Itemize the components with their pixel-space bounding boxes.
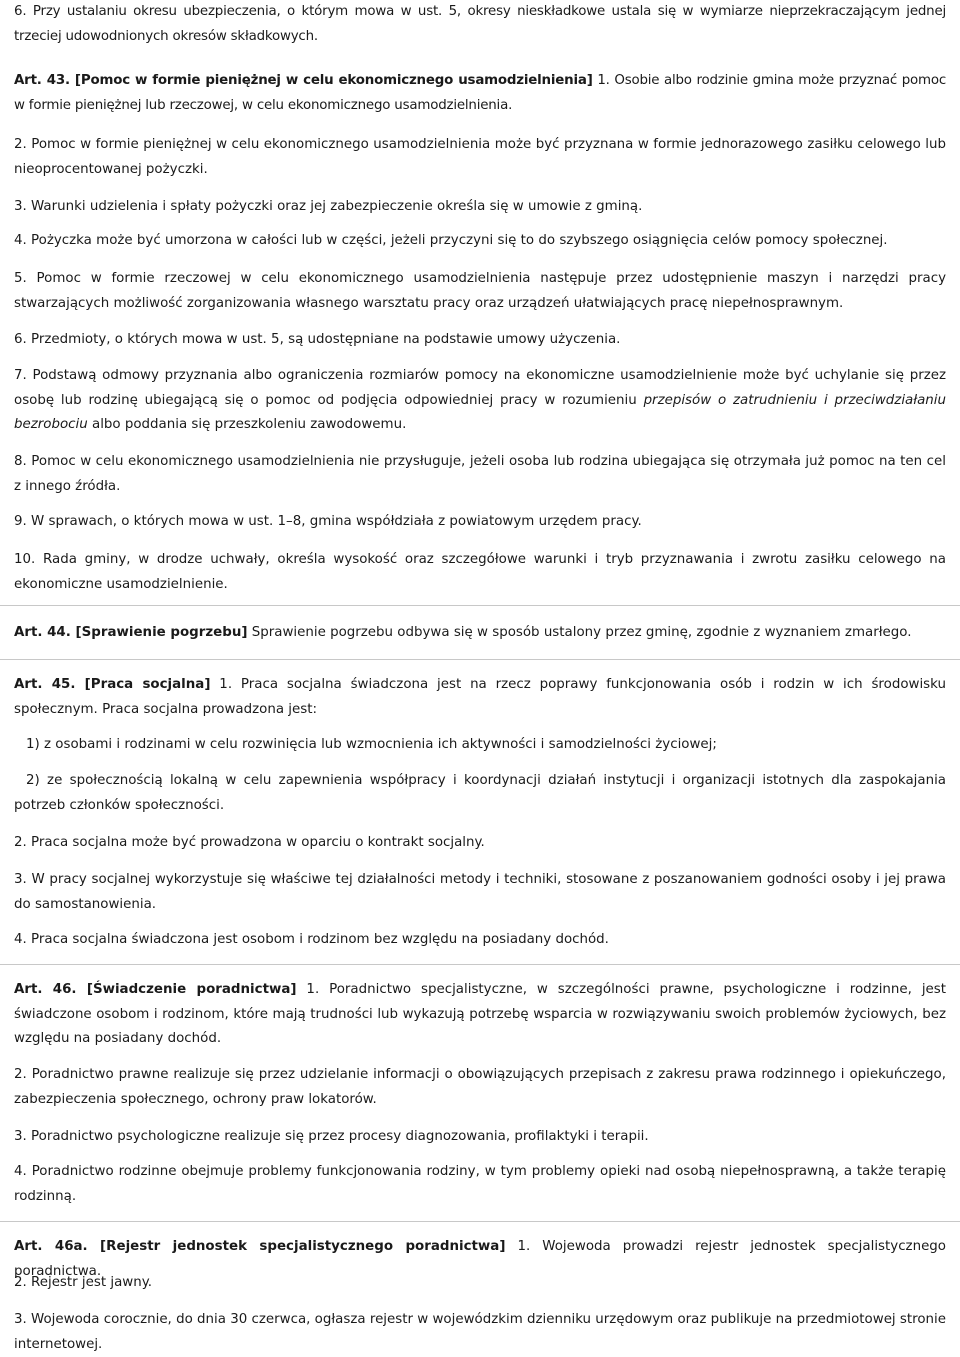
art43-p1: Art. 43. [Pomoc w formie pieniężnej w celu ekonomicznego usamodzielnienia] 1. Osobie albo rodzinie gmina może przyznać pomoc w formie pieniężnej lub rzeczowej, w celu ekonomicznego usamodzielnienia. — [14, 73, 946, 113]
art46a-heading: Art. 46a. [Rejestr jednostek specjalistycznego poradnictwa] — [14, 1239, 506, 1254]
art45-heading: Art. 45. [Praca socjalna] — [14, 677, 211, 692]
paragraph-s6: 6. Przy ustalaniu okresu ubezpieczenia, o którym mowa w ust. 5, okresy nieskładkowe ustala się w wymiarze nieprzekraczającym jednej trzeciej udowodnionych okresów składkowych. — [14, 4, 946, 44]
art45-p1: Art. 45. [Praca socjalna] 1. Praca socjalna świadczona jest na rzecz poprawy funkcjonowania osób i rodzin w ich środowisku społecznym. Praca socjalna prowadzona jest: — [14, 677, 946, 717]
art43-p2: 2. Pomoc w formie pieniężnej w celu ekonomicznego usamodzielnienia może być przyznana w formie jednorazowego zasiłku celowego lub nieoprocentowanej pożyczki. — [14, 137, 946, 177]
art43-p6: 6. Przedmioty, o których mowa w ust. 5, są udostępniane na podstawie umowy użyczenia. — [14, 332, 621, 347]
art43-p9: 9. W sprawach, o których mowa w ust. 1–8, gmina współdziała z powiatowym urzędem pracy. — [14, 514, 642, 529]
art46-p4: 4. Poradnictwo rodzinne obejmuje problemy funkcjonowania rodziny, w tym problemy opieki nad osobą niepełnosprawną, a także terapię rodzinną. — [14, 1164, 946, 1204]
art43-p7: 7. Podstawą odmowy przyznania albo ograniczenia rozmiarów pomocy na ekonomiczne usamodzielnienie może być uchylanie się przez osobę lub rodzinę ubiegającą się o pomoc od podjęcia odpowiedniej pracy w rozumieniu przepisów o zatrudnieniu i przeciwdziałaniu bezrobociu albo poddania się przeszkoleniu zawodowemu. — [14, 368, 946, 432]
separator — [0, 659, 960, 660]
art46-p2: 2. Poradnictwo prawne realizuje się przez udzielanie informacji o obowiązujących przepisach z zakresu prawa rodzinnego i opiekuńczego, zabezpieczenia społecznego, ochrony praw lokatorów. — [14, 1067, 946, 1107]
art43-p8: 8. Pomoc w celu ekonomicznego usamodzielnienia nie przysługuje, jeżeli osoba lub rodzina ubiegająca się otrzymała już pomoc na ten cel z innego źródła. — [14, 454, 946, 494]
art45-item2: 2) ze społecznością lokalną w celu zapewnienia współpracy i koordynacji działań instytucji i organizacji istotnych dla zaspokajania potrzeb członków społeczności. — [14, 773, 946, 813]
art45-p4: 4. Praca socjalna świadczona jest osobom i rodzinom bez względu na posiadany dochód. — [14, 932, 609, 947]
statute-reference: przepisów o zatrudnieniu i przeciwdziałaniu bezrobociu — [14, 392, 946, 432]
art46a-p1: Art. 46a. [Rejestr jednostek specjalistycznego poradnictwa] 1. Wojewoda prowadzi rejestr jednostek specjalistycznego poradnictwa. — [14, 1239, 947, 1279]
art45-item1: 1) z osobami i rodzinami w celu rozwinięcia lub wzmocnienia ich aktywności i samodzielności życiowej; — [26, 737, 717, 752]
art46-heading: Art. 46. [Świadczenie poradnictwa] — [14, 982, 297, 997]
separator — [0, 605, 960, 606]
art46-p1: Art. 46. [Świadczenie poradnictwa] 1. Poradnictwo specjalistyczne, w szczególności prawne, psychologiczne i rodzinne, jest świadczone osobom i rodzinom, które mają trudności lub wykazują potrzebę wsparcia w rozwiązywaniu swoich problemów życiowych, bez względu na posiadany dochód. — [14, 982, 947, 1046]
art44-heading: Art. 44. [Sprawienie pogrzebu] — [14, 625, 248, 640]
art43-heading: Art. 43. [Pomoc w formie pieniężnej w celu ekonomicznego usamodzielnienia] — [14, 73, 593, 88]
art45-p3: 3. W pracy socjalnej wykorzystuje się właściwe tej działalności metody i techniki, stosowane z poszanowaniem godności osoby i jej prawa do samostanowienia. — [14, 872, 946, 912]
art46a-p3: 3. Wojewoda corocznie, do dnia 30 czerwca, ogłasza rejestr w wojewódzkim dzienniku urzędowym oraz publikuje na przedmiotowej stronie internetowej. — [14, 1312, 946, 1352]
separator — [0, 964, 960, 965]
art44-text: Art. 44. [Sprawienie pogrzebu] Sprawienie pogrzebu odbywa się w sposób ustalony przez gminę, zgodnie z wyznaniem zmarłego. — [14, 625, 912, 640]
art46-p3: 3. Poradnictwo psychologiczne realizuje się przez procesy diagnozowania, profilaktyki i terapii. — [14, 1129, 649, 1144]
art43-p4: 4. Pożyczka może być umorzona w całości lub w części, jeżeli przyczyni się to do szybszego osiągnięcia celów pomocy społecznej. — [14, 233, 888, 248]
art43-p3: 3. Warunki udzielenia i spłaty pożyczki oraz jej zabezpieczenie określa się w umowie z gminą. — [14, 199, 643, 214]
art43-p10: 10. Rada gminy, w drodze uchwały, określa wysokość oraz szczegółowe warunki i tryb przyznawania i zwrotu zasiłku celowego na ekonomiczne usamodzielnienie. — [14, 552, 946, 592]
art43-p5: 5. Pomoc w formie rzeczowej w celu ekonomicznego usamodzielnienia następuje przez udostępnienie maszyn i narzędzi pracy stwarzających możliwość zorganizowania własnego warsztatu pracy oraz urządzeń ułatwiających pracę niepełnosprawnym. — [14, 271, 946, 311]
separator — [0, 1221, 960, 1222]
art46a-p2: 2. Rejestr jest jawny. — [14, 1275, 152, 1290]
art45-p2: 2. Praca socjalna może być prowadzona w oparciu o kontrakt socjalny. — [14, 835, 485, 850]
